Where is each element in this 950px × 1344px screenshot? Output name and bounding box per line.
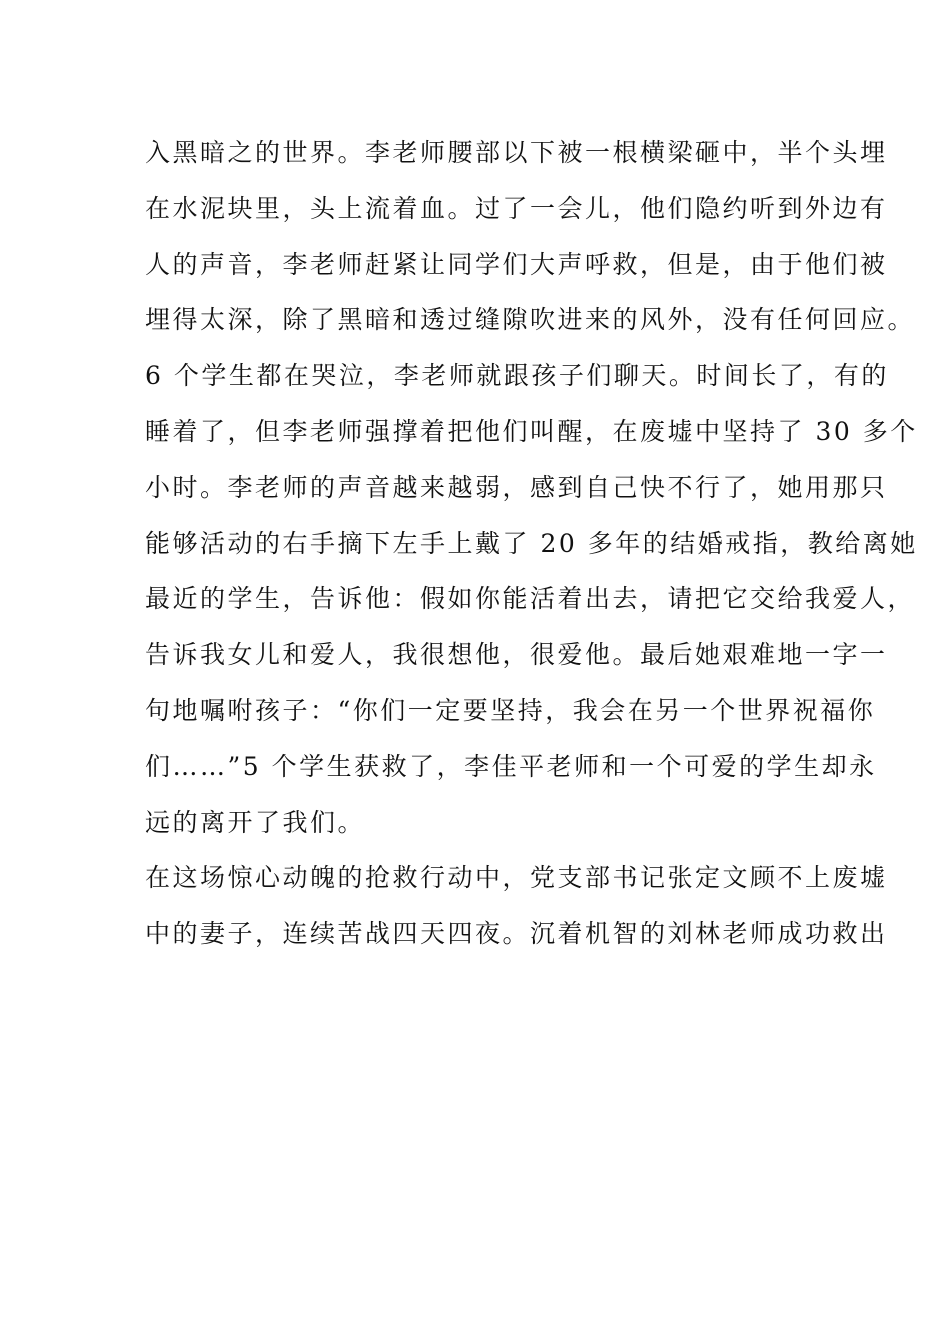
text-line: 句地嘱咐孩子：“你们一定要坚持，我会在另一个世界祝福你 (145, 695, 876, 725)
text-line: 小时。李老师的声音越来越弱，感到自己快不行了，她用那只 (145, 472, 888, 502)
text-line: 告诉我女儿和爱人，我很想他，很爱他。最后她艰难地一字一 (145, 640, 888, 670)
text-line: 们……”5 个学生获救了，李佳平老师和一个可爱的学生却永 (145, 751, 877, 781)
text-line: 入黑暗之的世界。李老师腰部以下被一根横梁砸中，半个头埋 (145, 138, 888, 167)
text-line: 埋得太深，除了黑暗和透过缝隙吹进来的风外，没有任何回应。 (145, 305, 916, 335)
text-line: 能够活动的右手摘下左手上戴了 20 多年的结婚戒指，教给离她 (145, 528, 918, 558)
text-line: 在水泥块里，头上流着血。过了一会儿，他们隐约听到外边有 (145, 193, 888, 223)
text-line: 睡着了，但李老师强撑着把他们叫醒，在废墟中坚持了 30 多个 (145, 416, 918, 446)
text-line: 中的妻子，连续苦战四天四夜。沉着机智的刘林老师成功救出 (145, 919, 888, 949)
text-line: 远的离开了我们。 (145, 807, 366, 837)
text-line: 在这场惊心动魄的抢救行动中，党支部书记张定文顾不上废墟 (145, 863, 888, 893)
text-line: 人的声音，李老师赶紧让同学们大声呼救，但是，由于他们被 (145, 249, 888, 279)
text-line: 6 个学生都在哭泣，李老师就跟孩子们聊天。时间长了，有的 (145, 361, 889, 391)
body-text (145, 128, 918, 965)
text-line: 最近的学生，告诉他：假如你能活着出去，请把它交给我爱人， (145, 584, 916, 614)
